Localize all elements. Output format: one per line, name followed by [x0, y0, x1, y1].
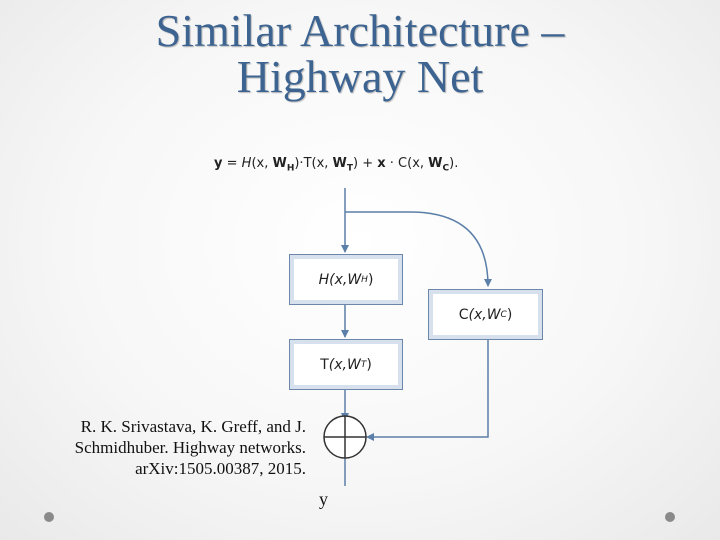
citation	[75, 416, 306, 479]
c-args: (x,	[468, 306, 487, 323]
c-close: )	[506, 306, 513, 323]
eq-w3: W	[428, 156, 443, 171]
eq-mid3: · C(x,	[385, 156, 429, 171]
eq-x2: x	[377, 156, 386, 171]
citation-line-3: arXiv:1505.00387, 2015.	[135, 459, 306, 478]
eq-w1-sub: H	[286, 163, 295, 174]
title-line-1: Similar Architecture –	[155, 5, 565, 56]
t-fn-label: T	[320, 356, 329, 373]
eq-end: ).	[449, 156, 459, 171]
h-weight: W	[347, 271, 362, 288]
eq-w3-sub: C	[442, 163, 450, 174]
t-args: (x,	[328, 356, 347, 373]
eq-w2-sub: T	[346, 163, 354, 174]
eq-equals: =	[222, 156, 242, 171]
corner-dot-right	[665, 512, 675, 522]
h-weight-sub: H	[361, 274, 368, 285]
title-line-2: Highway Net	[236, 51, 484, 102]
output-label: y	[319, 489, 328, 509]
c-weight: W	[486, 306, 501, 323]
citation-line-1: R. K. Srivastava, K. Greff, and J.	[80, 417, 306, 436]
t-weight-sub: T	[360, 359, 367, 370]
c-weight-sub: C	[500, 309, 507, 320]
t-close: )	[366, 356, 372, 373]
h-close: )	[367, 271, 374, 288]
h-args: (x,	[329, 271, 348, 288]
t-weight: W	[346, 356, 361, 373]
eq-mid2: ) +	[353, 156, 378, 171]
citation-line-2: Schmidhuber. Highway networks.	[74, 438, 306, 457]
c-fn-label: C	[458, 306, 469, 323]
eq-w2: W	[332, 156, 347, 171]
eq-mid1: )·T(x,	[294, 156, 333, 171]
sum-icon	[324, 416, 366, 458]
eq-h: H	[241, 156, 252, 171]
c-carry-gate-box	[428, 289, 543, 340]
eq-y: y	[214, 156, 223, 171]
t-transform-gate-box	[289, 339, 403, 390]
eq-w1: W	[272, 156, 287, 171]
corner-dot-left	[44, 512, 54, 522]
h-fn-label: H	[318, 271, 330, 288]
h-transform-box	[289, 254, 403, 305]
eq-x1: (x,	[251, 156, 273, 171]
